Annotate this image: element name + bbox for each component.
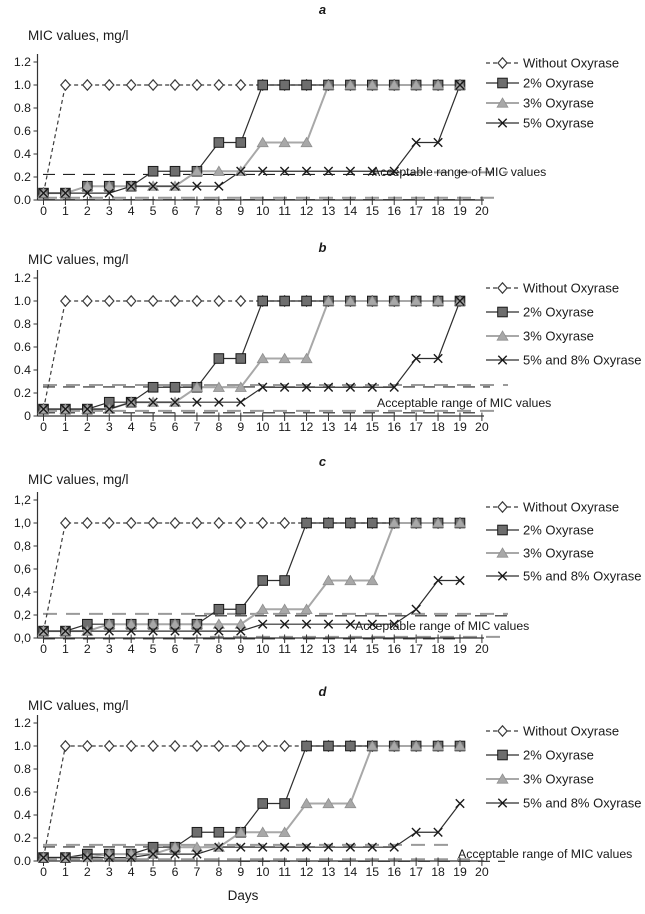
legend-item-label: 5% and 8% Oxyrase: [523, 568, 642, 584]
diamond-marker: [498, 502, 507, 512]
x-tick-label: 3: [105, 204, 113, 218]
square-marker: [324, 741, 334, 751]
x-tick-label: 3: [105, 865, 113, 879]
diamond-marker: [498, 726, 507, 736]
chart-c-svg: [0, 484, 645, 662]
x-axis-title: Days: [227, 888, 259, 903]
x-tick-label: 6: [171, 420, 179, 434]
diamond-marker: [214, 296, 223, 306]
x-tick-label: 15: [365, 642, 380, 656]
y-tick-label: 0,2: [13, 608, 31, 622]
square-marker: [236, 138, 246, 148]
legend-item-label: 2% Oxyrase: [523, 522, 594, 538]
x-tick-label: 8: [215, 865, 223, 879]
x-tick-label: 5: [149, 420, 157, 434]
x-tick-label: 0: [40, 865, 47, 879]
x-tick-label: 17: [409, 420, 423, 434]
diamond-marker: [214, 741, 223, 751]
diamond-marker: [61, 296, 70, 306]
panel-letter: a: [318, 2, 327, 17]
diamond-marker: [214, 80, 223, 90]
series-line-0: [44, 746, 460, 858]
x-tick-label: 19: [453, 642, 467, 656]
square-marker: [368, 518, 378, 528]
square-marker: [302, 80, 312, 90]
x-tick-label: 13: [321, 642, 336, 656]
diamond-marker: [498, 58, 507, 68]
diamond-marker: [236, 80, 245, 90]
square-marker: [346, 518, 356, 528]
diamond-marker: [258, 741, 267, 751]
legend-item-label: 5% and 8% Oxyrase: [523, 352, 642, 368]
x-tick-label: 13: [321, 204, 336, 218]
panel-d: [0, 682, 645, 914]
x-tick-label: 10: [255, 865, 270, 879]
y-axis-title: MIC values, mg/l: [28, 28, 129, 43]
square-marker: [192, 827, 202, 837]
x-tick-label: 18: [431, 865, 445, 879]
square-marker: [324, 518, 334, 528]
panel-b: [0, 228, 645, 454]
x-tick-label: 12: [299, 420, 314, 434]
y-tick-label: 0.2: [13, 831, 31, 845]
legend-item-label: 2% Oxyrase: [523, 304, 594, 320]
panel-a: [0, 0, 645, 228]
x-tick-label: 19: [453, 420, 467, 434]
chart-a-svg: [0, 46, 645, 224]
x-tick-label: 1: [61, 420, 69, 434]
x-tick-label: 16: [387, 420, 402, 434]
x-tick-label: 11: [278, 420, 292, 434]
x-tick-label: 9: [237, 642, 245, 656]
y-tick-label: 0.2: [13, 386, 31, 400]
diamond-marker: [214, 518, 223, 528]
y-tick-label: 0.4: [13, 363, 31, 377]
series-line-2: [44, 523, 460, 631]
y-tick-label: 0,4: [13, 585, 31, 599]
y-axis-title: MIC values, mg/l: [28, 252, 129, 267]
square-marker: [214, 354, 224, 364]
series-line-0: [44, 523, 460, 631]
x-tick-label: 2: [83, 642, 91, 656]
diamond-marker: [83, 80, 92, 90]
y-tick-label: 0.4: [13, 808, 31, 822]
legend-item-label: 5% Oxyrase: [523, 115, 594, 131]
acceptable-range-label: Acceptable range of MIC values: [372, 165, 547, 179]
square-marker: [214, 604, 224, 614]
panel-c: [0, 454, 645, 682]
square-marker: [236, 604, 246, 614]
legend-item-label: 2% Oxyrase: [523, 747, 594, 763]
diamond-marker: [280, 518, 289, 528]
x-tick-label: 3: [105, 642, 113, 656]
y-tick-label: 0.8: [13, 101, 31, 115]
acceptable-range-label: Acceptable range of MIC values: [377, 396, 552, 410]
x-tick-label: 7: [193, 204, 201, 218]
legend-item-label: 3% Oxyrase: [523, 771, 594, 787]
y-tick-label: 0.6: [13, 340, 31, 354]
x-tick-label: 20: [475, 204, 489, 218]
diamond-marker: [192, 80, 201, 90]
diamond-marker: [149, 80, 158, 90]
x-tick-label: 14: [343, 420, 358, 434]
x-tick-label: 3: [105, 420, 113, 434]
square-marker: [498, 525, 508, 535]
diamond-marker: [170, 518, 179, 528]
x-tick-label: 9: [237, 420, 245, 434]
legend-item-label: 2% Oxyrase: [523, 75, 594, 91]
diamond-marker: [105, 741, 114, 751]
diamond-marker: [149, 296, 158, 306]
diamond-marker: [127, 80, 136, 90]
x-tick-label: 15: [365, 204, 380, 218]
y-tick-label: 0: [24, 409, 31, 423]
legend-item-label: Without Oxyrase: [523, 723, 620, 739]
square-marker: [258, 799, 268, 809]
panel-letter: b: [318, 240, 327, 255]
y-axis-title: MIC values, mg/l: [28, 472, 129, 487]
y-tick-label: 0,0: [13, 631, 31, 645]
x-tick-label: 0: [40, 204, 47, 218]
x-marker: [456, 799, 464, 807]
series-line-1: [44, 523, 460, 631]
y-tick-label: 1.0: [13, 78, 31, 92]
x-tick-label: 12: [299, 865, 314, 879]
square-marker: [280, 799, 290, 809]
diamond-marker: [83, 741, 92, 751]
x-tick-label: 8: [215, 204, 223, 218]
diamond-marker: [170, 296, 179, 306]
x-tick-label: 20: [475, 420, 489, 434]
x-tick-label: 2: [83, 204, 91, 218]
x-tick-label: 4: [127, 420, 135, 434]
y-tick-label: 1.2: [13, 716, 31, 730]
square-marker: [302, 741, 312, 751]
square-marker: [280, 576, 290, 586]
acceptable-range-label: Acceptable range of MIC values: [458, 847, 633, 861]
diamond-marker: [61, 80, 70, 90]
series-line-1: [44, 746, 460, 858]
diamond-marker: [61, 741, 70, 751]
x-tick-label: 1: [61, 865, 69, 879]
panel-letter: c: [318, 454, 327, 469]
diamond-marker: [170, 80, 179, 90]
panel-letter: d: [318, 684, 327, 699]
legend-item-label: Without Oxyrase: [523, 280, 620, 296]
square-marker: [214, 138, 224, 148]
x-tick-label: 17: [409, 642, 423, 656]
x-tick-label: 4: [127, 865, 135, 879]
series-line-3: [44, 301, 460, 409]
x-tick-label: 4: [127, 204, 135, 218]
x-tick-label: 14: [343, 204, 358, 218]
x-tick-label: 10: [255, 420, 270, 434]
diamond-marker: [127, 741, 136, 751]
x-tick-label: 20: [475, 865, 489, 879]
y-tick-label: 0,6: [13, 562, 31, 576]
x-tick-label: 16: [387, 204, 402, 218]
square-marker: [236, 354, 246, 364]
diamond-marker: [236, 518, 245, 528]
x-tick-label: 11: [278, 642, 292, 656]
x-tick-label: 5: [149, 865, 157, 879]
x-tick-label: 0: [40, 420, 47, 434]
y-tick-label: 0.4: [13, 147, 31, 161]
x-tick-label: 12: [299, 642, 314, 656]
x-tick-label: 6: [171, 204, 179, 218]
square-marker: [148, 382, 158, 392]
square-marker: [258, 80, 268, 90]
diamond-marker: [149, 518, 158, 528]
x-tick-label: 17: [409, 865, 423, 879]
x-tick-label: 8: [215, 420, 223, 434]
square-marker: [302, 518, 312, 528]
x-tick-label: 14: [343, 865, 358, 879]
diamond-marker: [83, 296, 92, 306]
y-tick-label: 0.6: [13, 124, 31, 138]
square-marker: [170, 382, 180, 392]
diamond-marker: [192, 518, 201, 528]
square-marker: [498, 750, 508, 760]
x-tick-label: 16: [387, 865, 402, 879]
square-marker: [346, 741, 356, 751]
y-tick-label: 1.2: [13, 55, 31, 69]
y-tick-label: 1.0: [13, 739, 31, 753]
diamond-marker: [236, 296, 245, 306]
x-tick-label: 16: [387, 642, 402, 656]
x-tick-label: 5: [149, 642, 157, 656]
legend-item-label: 5% and 8% Oxyrase: [523, 795, 642, 811]
series-line-2: [44, 746, 460, 858]
diamond-marker: [105, 518, 114, 528]
square-marker: [148, 166, 158, 176]
diamond-marker: [105, 80, 114, 90]
x-tick-label: 9: [237, 204, 245, 218]
series-line-2: [44, 301, 460, 409]
y-tick-label: 0,8: [13, 539, 31, 553]
diamond-marker: [192, 296, 201, 306]
x-tick-label: 14: [343, 642, 358, 656]
diamond-marker: [127, 296, 136, 306]
x-tick-label: 15: [365, 420, 380, 434]
square-marker: [498, 307, 508, 317]
diamond-marker: [236, 741, 245, 751]
y-tick-label: 0.6: [13, 785, 31, 799]
legend-item-label: 3% Oxyrase: [523, 545, 594, 561]
diamond-marker: [127, 518, 136, 528]
diamond-marker: [149, 741, 158, 751]
x-marker: [412, 605, 420, 613]
series-line-0: [44, 301, 460, 409]
y-tick-label: 0.8: [13, 317, 31, 331]
y-axis-title: MIC values, mg/l: [28, 698, 129, 713]
y-tick-label: 1.2: [13, 271, 31, 285]
x-tick-label: 18: [431, 642, 445, 656]
diamond-marker: [192, 741, 201, 751]
diamond-marker: [83, 518, 92, 528]
x-tick-label: 6: [171, 865, 179, 879]
x-tick-label: 4: [127, 642, 135, 656]
diamond-marker: [258, 518, 267, 528]
x-tick-label: 1: [61, 204, 69, 218]
square-marker: [498, 78, 508, 88]
y-tick-label: 0.2: [13, 170, 31, 184]
x-tick-label: 10: [255, 204, 270, 218]
y-tick-label: 0.0: [13, 193, 31, 207]
x-tick-label: 1: [61, 642, 69, 656]
legend-item-label: Without Oxyrase: [523, 499, 620, 515]
square-marker: [280, 80, 290, 90]
acceptable-range-label: Acceptable range of MIC values: [355, 619, 530, 633]
x-tick-label: 7: [193, 420, 201, 434]
x-tick-label: 5: [149, 204, 157, 218]
x-tick-label: 18: [431, 420, 445, 434]
chart-d-svg: [0, 707, 645, 885]
x-tick-label: 2: [83, 420, 91, 434]
x-tick-label: 7: [193, 865, 201, 879]
x-tick-label: 11: [278, 865, 292, 879]
diamond-marker: [61, 518, 70, 528]
x-tick-label: 13: [321, 420, 336, 434]
legend-item-label: 3% Oxyrase: [523, 95, 594, 111]
y-tick-label: 1.0: [13, 294, 31, 308]
x-tick-label: 17: [409, 204, 423, 218]
y-tick-label: 1,2: [13, 493, 31, 507]
square-marker: [280, 296, 290, 306]
x-tick-label: 18: [431, 204, 445, 218]
square-marker: [302, 296, 312, 306]
x-tick-label: 12: [299, 204, 314, 218]
legend-item-label: Without Oxyrase: [523, 55, 620, 71]
y-tick-label: 0.8: [13, 762, 31, 776]
y-tick-label: 0.0: [13, 854, 31, 868]
diamond-marker: [170, 741, 179, 751]
chart-b-svg: [0, 262, 645, 440]
diamond-marker: [105, 296, 114, 306]
x-tick-label: 19: [453, 204, 467, 218]
x-tick-label: 11: [278, 204, 292, 218]
legend-item-label: 3% Oxyrase: [523, 328, 594, 344]
x-tick-label: 2: [83, 865, 91, 879]
x-tick-label: 6: [171, 642, 179, 656]
diamond-marker: [498, 283, 507, 293]
x-tick-label: 13: [321, 865, 336, 879]
x-tick-label: 8: [215, 642, 223, 656]
series-line-1: [44, 301, 460, 409]
x-tick-label: 15: [365, 865, 380, 879]
x-tick-label: 20: [475, 642, 489, 656]
diamond-marker: [280, 741, 289, 751]
square-marker: [258, 576, 268, 586]
square-marker: [170, 166, 180, 176]
x-tick-label: 7: [193, 642, 201, 656]
x-tick-label: 10: [255, 642, 270, 656]
square-marker: [214, 827, 224, 837]
x-tick-label: 19: [453, 865, 467, 879]
square-marker: [258, 296, 268, 306]
x-tick-label: 0: [40, 642, 47, 656]
x-tick-label: 9: [237, 865, 245, 879]
y-tick-label: 1,0: [13, 516, 31, 530]
